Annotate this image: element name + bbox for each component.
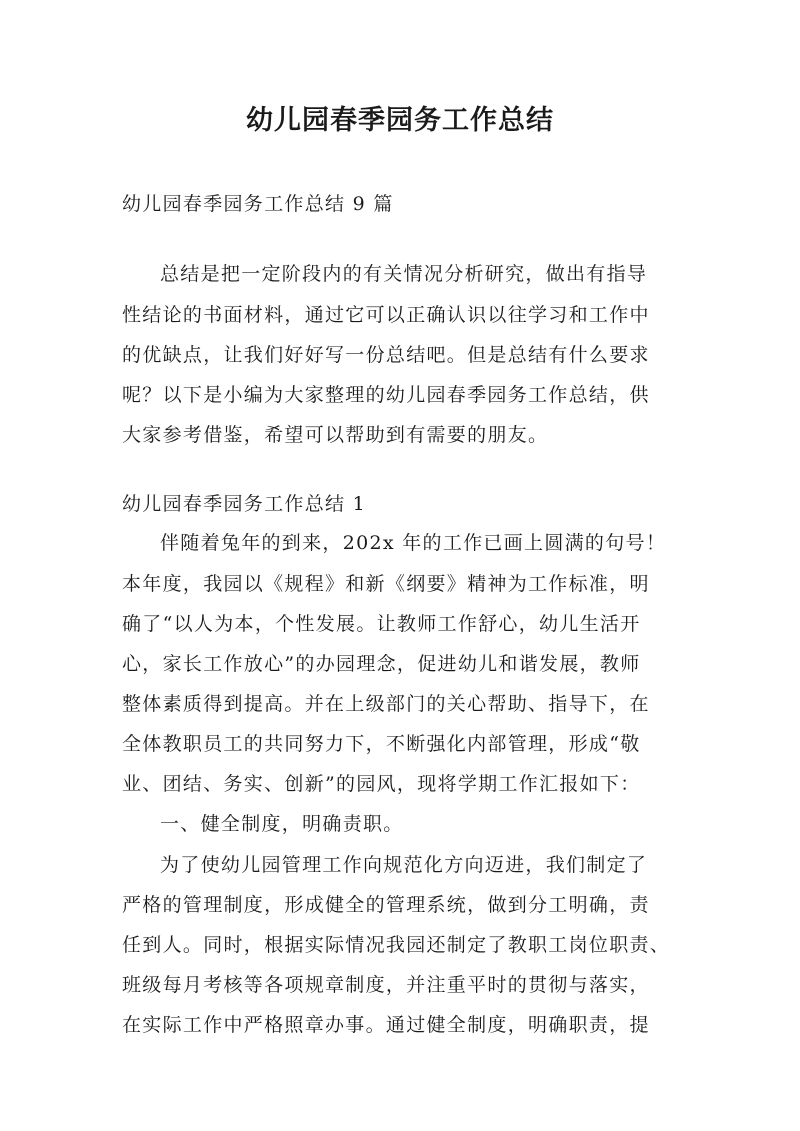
body-line: 任到人。同时，根据实际情况我园还制定了教职工岗位职责、 <box>122 934 671 956</box>
body-line: 整体素质得到提高。并在上级部门的关心帮助、指导下，在 <box>122 693 650 715</box>
body-line: 全体教职员工的共同努力下，不断强化内部管理，形成“敬 <box>122 733 641 755</box>
body-line: 心，家长工作放心”的办园理念，促进幼儿和谐发展，教师 <box>122 653 641 675</box>
point-heading: 一、健全制度，明确责职。 <box>160 813 404 835</box>
intro-line: 的优缺点，让我们好好写一份总结吧。但是总结有什么要求 <box>122 344 650 366</box>
body-line: 严格的管理制度，形成健全的管理系统，做到分工明确，责 <box>122 894 650 916</box>
intro-line: 大家参考借鉴，希望可以帮助到有需要的朋友。 <box>122 424 549 446</box>
document-title: 幼儿园春季园务工作总结 <box>246 105 554 136</box>
document-subtitle: 幼儿园春季园务工作总结 9 篇 <box>122 193 394 215</box>
body-line: 班级每月考核等各项规章制度，并注重平时的贯彻与落实， <box>122 974 650 996</box>
body-line: 业、团结、务实、创新”的园风，现将学期工作汇报如下： <box>122 773 641 795</box>
body-line: 确了“以人为本，个性发展。让教师工作舒心，幼儿生活开 <box>122 613 641 635</box>
intro-line: 呢？以下是小编为大家整理的幼儿园春季园务工作总结，供 <box>122 384 650 406</box>
body-line: 伴随着兔年的到来，202x 年的工作已画上圆满的句号！ <box>160 532 667 554</box>
body-line: 在实际工作中严格照章办事。通过健全制度，明确职责，提 <box>122 1014 650 1036</box>
body-line: 本年度，我园以《规程》和新《纲要》精神为工作标准，明 <box>122 573 650 595</box>
section-heading: 幼儿园春季园务工作总结 1 <box>122 493 367 515</box>
body-line: 为了使幼儿园管理工作向规范化方向迈进，我们制定了 <box>160 854 648 876</box>
intro-line: 总结是把一定阶段内的有关情况分析研究，做出有指导 <box>160 263 648 285</box>
intro-line: 性结论的书面材料，通过它可以正确认识以往学习和工作中 <box>122 304 650 326</box>
